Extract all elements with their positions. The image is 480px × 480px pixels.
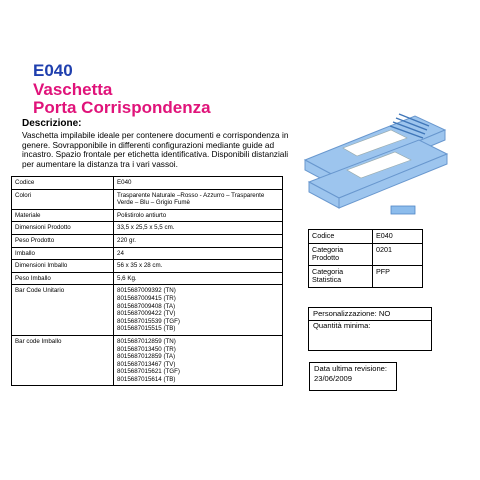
row-value: Trasparente Naturale –Rosso - Azzurro – Trasparente Verde – Blu – Grigio Fumè xyxy=(114,189,283,209)
barcode-value: 8015687009408 (TA) xyxy=(117,302,176,310)
row-label: Peso Imballo xyxy=(12,272,114,285)
table-row xyxy=(12,260,283,273)
row-value: 5,6 Kg. xyxy=(114,272,283,285)
category-table xyxy=(308,229,423,288)
row-label: Materiale xyxy=(12,209,114,222)
barcode-value: 8015687015614 (TB) xyxy=(117,375,176,383)
row-label: Colori xyxy=(12,189,114,209)
row-value: 0201 xyxy=(373,243,423,265)
row-value: 33,5 x 25,5 x 5,5 cm. xyxy=(114,222,283,235)
table-row xyxy=(12,335,283,386)
row-label: Dimensioni Imballo xyxy=(12,260,114,273)
product-name-line2: Porta Corrispondenza xyxy=(33,98,211,117)
table-row xyxy=(12,189,283,209)
row-label: Categoria Prodotto xyxy=(309,243,373,265)
barcode-value: 8015687015621 (TGF) xyxy=(117,368,180,376)
row-label: Peso Prodotto xyxy=(12,234,114,247)
row-label: Imballo xyxy=(12,247,114,260)
row-value: E040 xyxy=(114,177,283,190)
barcode-value: 8015687012859 (TA) xyxy=(117,353,176,361)
row-value xyxy=(114,285,283,336)
row-value: PFP xyxy=(373,265,423,287)
row-value: 220 gr. xyxy=(114,234,283,247)
barcode-value: 8015687013467 (TV) xyxy=(117,360,176,368)
product-code-title: E040 xyxy=(33,61,73,80)
row-label: Codice xyxy=(309,230,373,244)
barcode-value: 8015687009415 (TR) xyxy=(117,294,176,302)
table-row xyxy=(12,272,283,285)
personalization-box xyxy=(308,307,432,351)
barcode-value: 8015687013450 (TR) xyxy=(117,345,176,353)
min-quantity-label: Quantità minima: xyxy=(313,321,371,330)
row-label: Dimensioni Prodotto xyxy=(12,222,114,235)
row-label: Codice xyxy=(12,177,114,190)
row-value: 24 xyxy=(114,247,283,260)
table-row xyxy=(309,230,423,244)
revision-box xyxy=(309,362,397,391)
row-value: Polistirolo antiurto xyxy=(114,209,283,222)
spec-table xyxy=(11,176,283,386)
barcode-value: 8015687015539 (TGF) xyxy=(117,317,180,325)
table-row xyxy=(12,177,283,190)
table-row xyxy=(12,285,283,336)
barcode-value: 8015687009422 (TV) xyxy=(117,310,176,318)
description-heading: Descrizione: xyxy=(22,118,82,129)
product-photo xyxy=(295,108,453,220)
row-label: Bar Code Unitario xyxy=(12,285,114,336)
table-row xyxy=(12,209,283,222)
barcode-value: 8015687012859 (TN) xyxy=(117,337,176,345)
barcode-value: 8015687009392 (TN) xyxy=(117,287,176,295)
product-name-line1: Vaschetta xyxy=(33,80,113,99)
personalization-label: Personalizzazione: NO xyxy=(313,309,391,318)
table-row xyxy=(12,234,283,247)
table-row xyxy=(309,243,423,265)
table-row xyxy=(12,222,283,235)
row-label: Bar code Imballo xyxy=(12,335,114,386)
row-label: Categoria Statistica xyxy=(309,265,373,287)
revision-label: Data ultima revisione: xyxy=(314,364,388,373)
barcode-value: 8015687015515 (TB) xyxy=(117,325,176,333)
table-row xyxy=(12,247,283,260)
row-value xyxy=(114,335,283,386)
table-row xyxy=(309,265,423,287)
row-value: E040 xyxy=(373,230,423,244)
description-text: Vaschetta impilabile ideale per contenere documenti e corrispondenza in genere. Sovrapponibile in differenti configurazioni mediante guide ad incastro. Spazio frontale per etichetta identificativa. Disponibili distanziali per aumentare la distanza tra i vari vassoi. xyxy=(22,130,289,169)
revision-date: 23/06/2009 xyxy=(314,374,353,383)
row-value: 56 x 35 x 28 cm. xyxy=(114,260,283,273)
